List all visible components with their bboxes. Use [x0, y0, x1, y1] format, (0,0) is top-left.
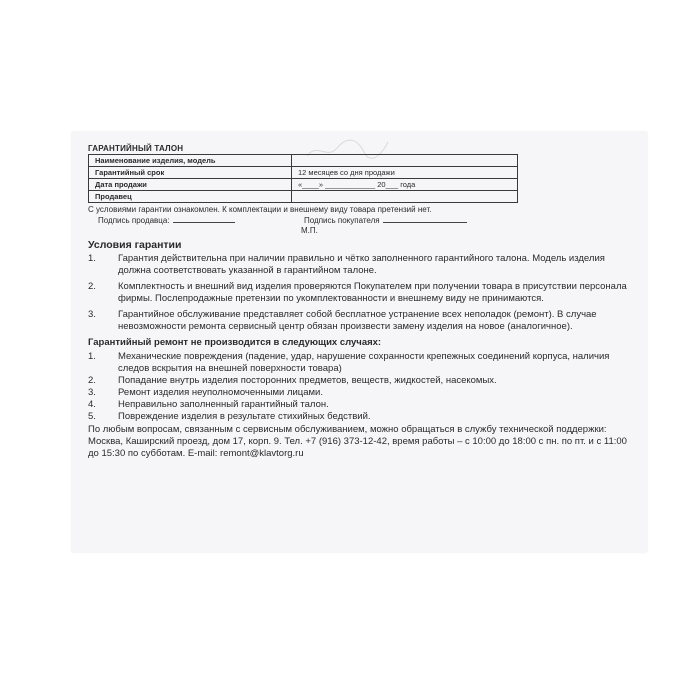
item-number: 5. — [88, 411, 96, 422]
item-text: Механические повреждения (падение, удар, нарушение сохранности крепежных соединений корпуса, наличия следов вскрытия на внешней поверхности товара) — [118, 351, 610, 374]
item-number: 2. — [88, 281, 96, 292]
item-text: Гарантийное обслуживание представляет собой бесплатное устранение всех неполадок (ремонт). В случае невозможности ремонта сервисный центр обязан произвести замену изделия на новое (аналогичное). — [118, 309, 597, 332]
list-item — [88, 309, 633, 333]
item-text: Гарантия действительна при наличии правильно и чётко заполненного гарантийного талона. Модель изделия должна соответствовать указанной в гарантийном талоне. — [118, 253, 605, 276]
item-number: 1. — [88, 351, 96, 362]
item-number: 1. — [88, 253, 96, 264]
buyer-signature — [304, 215, 467, 226]
buyer-signature-label: Подпись покупателя — [304, 216, 380, 225]
item-number: 2. — [88, 375, 96, 386]
list-item — [88, 411, 633, 423]
item-text: Попадание внутрь изделия посторонних предметов, веществ, жидкостей, насекомых. — [118, 375, 497, 386]
item-text: Повреждение изделия в результате стихийных бедствий. — [118, 411, 371, 422]
acknowledgement-text: С условиями гарантии ознакомлен. К комплектации и внешнему виду товара претензий нет. — [88, 205, 432, 214]
list-item — [88, 387, 633, 399]
list-item — [88, 281, 633, 305]
item-text: Ремонт изделия неуполномоченными лицами. — [118, 387, 324, 398]
table-row — [89, 191, 518, 203]
conditions-heading: Условия гарантии — [88, 239, 182, 251]
item-text: Неправильно заполненный гарантийный талон. — [118, 399, 329, 410]
table-row — [89, 155, 518, 167]
stamp-placeholder: М.П. — [301, 226, 318, 235]
warranty-sheet — [72, 132, 647, 552]
row-value: «____» ____________ 20___ года — [292, 179, 518, 191]
warranty-card-table — [88, 154, 518, 203]
list-item — [88, 253, 633, 277]
row-value — [292, 155, 518, 167]
row-value — [292, 191, 518, 203]
row-value: 12 месяцев со дня продажи — [292, 167, 518, 179]
item-number: 3. — [88, 309, 96, 320]
support-contact-text: По любым вопросам, связанным с сервисным обслуживанием, можно обращаться в службу технической поддержки: Москва, Каширский проезд, дом 17, корп. 9. Тел. +7 (916) 373-12-42, время работы – с 10:00 до 18:00 с пн. по пт. и с 11:00 до 15:30 по субботам. E-mail: remont@klavtorg.ru — [88, 424, 627, 459]
item-number: 4. — [88, 399, 96, 410]
row-label: Продавец — [89, 191, 292, 203]
exclusions-list — [88, 351, 633, 423]
conditions-list — [88, 253, 633, 333]
table-row — [89, 167, 518, 179]
exclusions-heading: Гарантийный ремонт не производится в следующих случаях: — [88, 337, 382, 348]
warranty-content — [88, 144, 633, 460]
row-label: Наименование изделия, модель — [89, 155, 292, 167]
item-number: 3. — [88, 387, 96, 398]
table-row — [89, 179, 518, 191]
card-title: ГАРАНТИЙНЫЙ ТАЛОН — [88, 144, 184, 153]
signature-line — [173, 215, 235, 223]
signature-line — [383, 215, 467, 223]
row-label: Гарантийный срок — [89, 167, 292, 179]
item-text: Комплектность и внешний вид изделия проверяются Покупателем при получении товара в присутствии персонала фирмы. Послепродажные претензии по укомплектованности и внешнему виду не принимаются. — [118, 281, 627, 304]
list-item — [88, 375, 633, 387]
seller-signature — [98, 215, 304, 226]
signature-row — [98, 215, 633, 226]
list-item — [88, 351, 633, 375]
seller-signature-label: Подпись продавца: — [98, 216, 170, 225]
list-item — [88, 399, 633, 411]
row-label: Дата продажи — [89, 179, 292, 191]
